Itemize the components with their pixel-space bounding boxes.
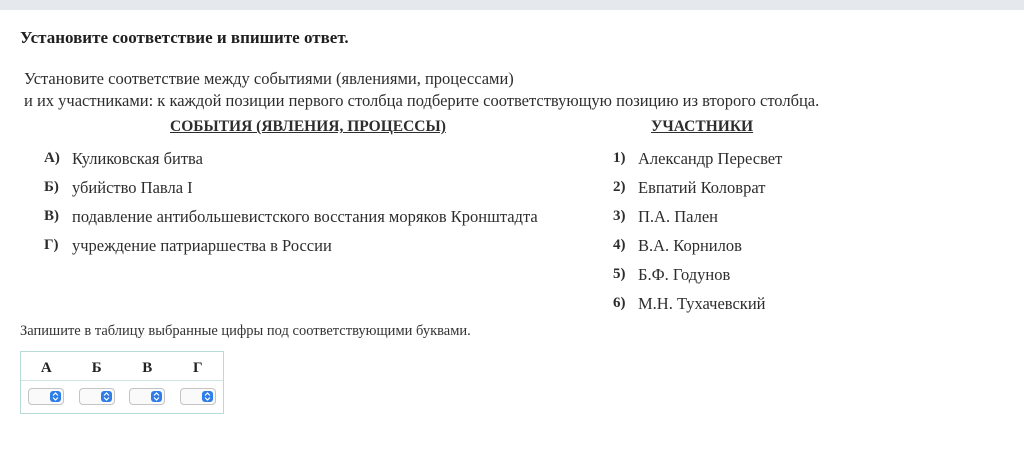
participant-marker: 5)	[613, 266, 626, 282]
event-text: учреждение патриаршества в России	[72, 235, 332, 255]
answer-select-a[interactable]	[28, 388, 64, 405]
answer-column-b	[72, 352, 123, 413]
participant-item-1	[613, 144, 782, 173]
participant-marker: 6)	[613, 295, 626, 311]
answer-select-v[interactable]	[129, 388, 165, 405]
participant-item-3	[613, 202, 782, 231]
participant-item-6	[613, 289, 782, 318]
participants-column-header: УЧАСТНИКИ	[651, 118, 754, 135]
event-item-b	[44, 173, 538, 202]
event-marker: Б)	[44, 179, 59, 195]
answer-letter: Б	[91, 360, 102, 376]
participant-text: Евпатий Коловрат	[638, 177, 766, 197]
participant-text: В.А. Корнилов	[638, 235, 742, 255]
event-marker: Г)	[44, 237, 59, 253]
select-arrows-icon	[50, 391, 61, 402]
participant-item-4	[613, 231, 782, 260]
event-marker: В)	[44, 208, 59, 224]
answer-letter: А	[40, 360, 52, 376]
answer-letter: Г	[192, 360, 203, 376]
answer-letter: В	[142, 360, 153, 376]
select-arrows-icon	[101, 391, 112, 402]
event-text: подавление антибольшевистского восстания моряков Кронштадта	[72, 206, 538, 226]
answer-column-a	[21, 352, 72, 413]
select-arrows-icon	[202, 391, 213, 402]
event-item-g	[44, 231, 538, 260]
answer-table	[20, 351, 224, 414]
participant-item-2	[613, 173, 782, 202]
participant-marker: 1)	[613, 150, 626, 166]
answer-column-g	[173, 352, 224, 413]
intro-line-1: Установите соответствие между событиями (явлениями, процессами)	[24, 69, 514, 88]
participant-marker: 4)	[613, 237, 626, 253]
event-text: Куликовская битва	[72, 148, 203, 168]
intro-line-2: и их участниками: к каждой позиции первого столбца подберите соответствующую позицию из второго столбца.	[24, 91, 820, 110]
event-item-v	[44, 202, 538, 231]
task-intro	[24, 68, 819, 112]
answer-select-g[interactable]	[180, 388, 216, 405]
answer-select-b[interactable]	[79, 388, 115, 405]
task-heading: Установите соответствие и впишите ответ.	[20, 28, 349, 47]
answer-table-divider	[21, 380, 223, 381]
answer-instruction: Запишите в таблицу выбранные цифры под соответствующими буквами.	[20, 323, 471, 339]
participant-text: Б.Ф. Годунов	[638, 264, 731, 284]
events-column-header: СОБЫТИЯ (ЯВЛЕНИЯ, ПРОЦЕССЫ)	[170, 118, 446, 135]
participants-list	[613, 144, 782, 318]
participant-item-5	[613, 260, 782, 289]
participant-text: М.Н. Тухачевский	[638, 293, 766, 313]
participant-marker: 3)	[613, 208, 626, 224]
event-text: убийство Павла I	[72, 177, 193, 197]
answer-column-v	[122, 352, 173, 413]
participant-text: Александр Пересвет	[638, 148, 783, 168]
participant-marker: 2)	[613, 179, 626, 195]
event-marker: А)	[44, 150, 60, 166]
select-arrows-icon	[151, 391, 162, 402]
event-item-a	[44, 144, 538, 173]
participant-text: П.А. Пален	[638, 206, 718, 226]
events-list	[44, 144, 538, 260]
top-bar	[0, 0, 1024, 10]
